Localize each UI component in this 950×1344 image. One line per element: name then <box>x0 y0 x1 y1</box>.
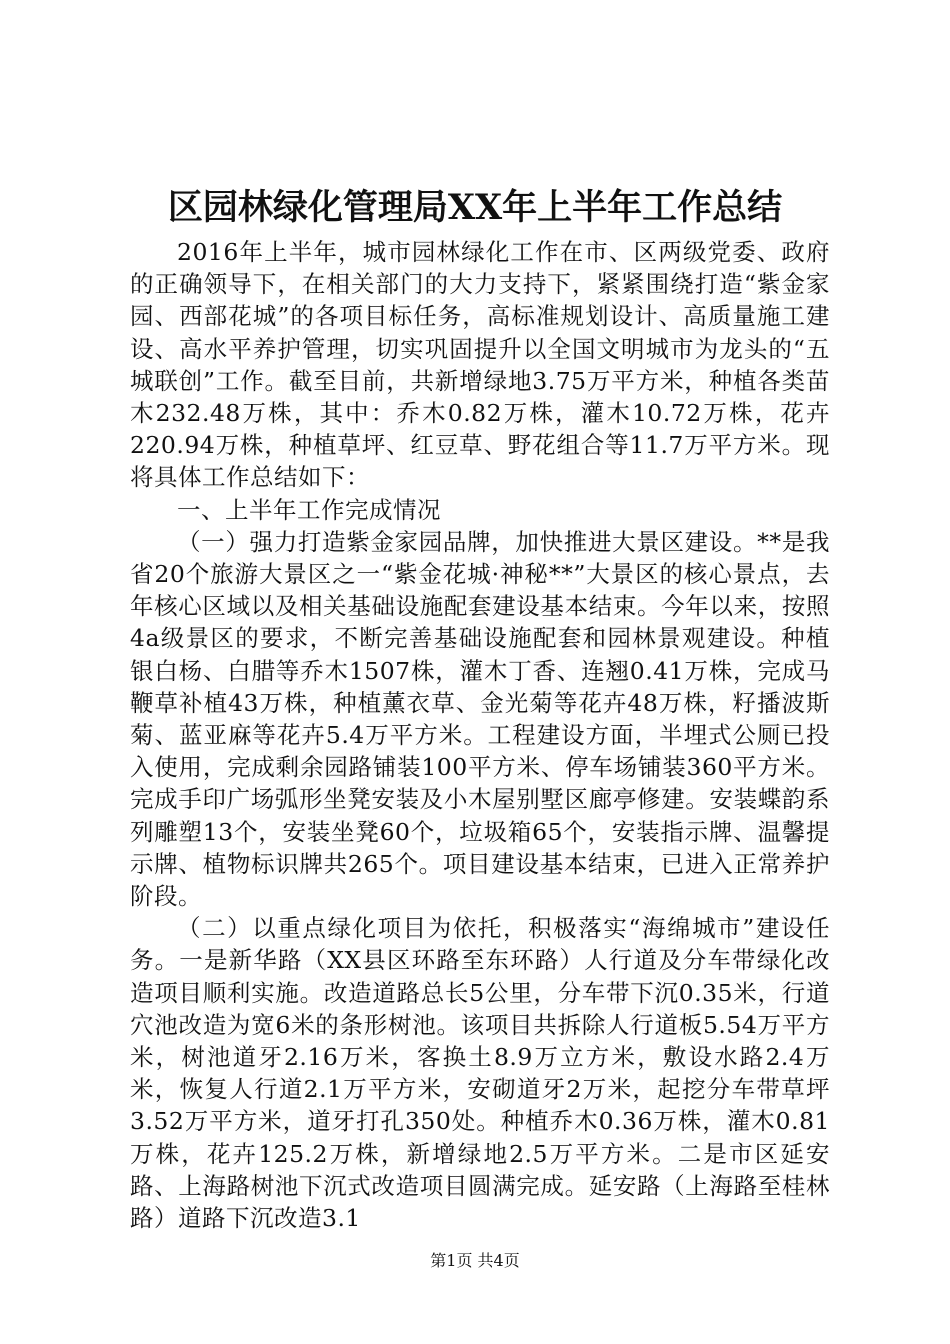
paragraph-intro: 2016年上半年，城市园林绿化工作在市、区两级党委、政府的正确领导下，在相关部门的大力支持下，紧紧围绕打造“紫金家园、西部花城”的各项目标任务，高标准规划设计、高质量施工建设、高水平养护管理，切实巩固提升以全国文明城市为龙头的“五城联创”工作。截至目前，共新增绿地3.75万平方米，种植各类苗木232.48万株，其中：乔木0.82万株，灌木10.72万株，花卉220.94万株，种植草坪、红豆草、野花组合等11.7万平方米。现将具体工作总结如下： <box>130 238 830 492</box>
paragraph-section-2: （二）以重点绿化项目为依托，积极落实“海绵城市”建设任务。一是新华路（XX县区环路至东环路）人行道及分车带绿化改造项目顺利实施。改造道路总长5公里，分车带下沉0.35米，行道穴池改造为宽6米的条形树池。该项目共拆除人行道板5.54万平方米，树池道牙2.16万米，客换土8.9万立方米，敷设水路2.4万米，恢复人行道2.1万平方米，安砌道牙2万米，起挖分车带草坪3.52万平方米，道牙打孔350处。种植乔木0.36万株，灌木0.81万株，花卉125.2万株，新增绿地2.5万平方米。二是市区延安路、上海路树池下沉式改造项目圆满完成。延安路（上海路至桂林路）道路下沉改造3.1 <box>130 914 830 1233</box>
paragraph-section-1: （一）强力打造紫金家园品牌，加快推进大景区建设。**是我省20个旅游大景区之一“紫金花城·神秘**”大景区的核心景点，去年核心区域以及相关基础设施配套建设基本结束。今年以来，按照4a级景区的要求，不断完善基础设施配套和园林景观建设。种植银白杨、白腊等乔木1507株，灌木丁香、连翘0.41万株，完成马鞭草补植43万株，种植薰衣草、金光菊等花卉48万株，籽播波斯菊、蓝亚麻等花卉5.4万平方米。工程建设方面，半埋式公厕已投入使用，完成剩余园路铺装100平方米、停车场铺装360平方米。完成手印广场弧形坐凳安装及小木屋别墅区廊亭修建。安装蝶韵系列雕塑13个，安装坐凳60个，垃圾箱65个，安装指示牌、温馨提示牌、植物标识牌共265个。项目建设基本结束，已进入正常养护阶段。 <box>130 527 830 911</box>
document-title: 区园林绿化管理局XX年上半年工作总结 <box>167 187 783 228</box>
page-footer: 第1页 共4页 <box>430 1251 520 1270</box>
section-heading: 一、上半年工作完成情况 <box>177 495 441 524</box>
document-body <box>130 236 830 1234</box>
